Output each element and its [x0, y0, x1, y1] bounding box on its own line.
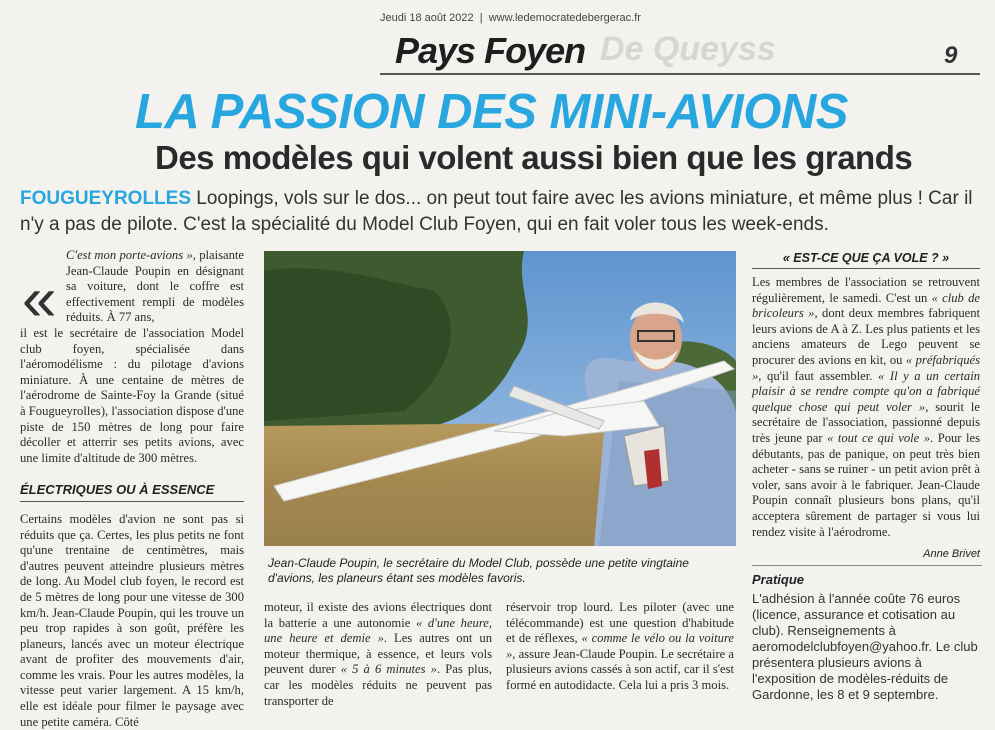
masthead-separator: |: [479, 12, 483, 24]
sidebar-rule: [752, 268, 980, 269]
byline: Anne Brivet: [923, 548, 980, 561]
col2-quote-1: « d'une heure, une heure et demie »: [264, 615, 493, 646]
website-url[interactable]: www.ledemocratedebergerac.fr: [488, 12, 641, 24]
col3-quote-1: « comme le vélo ou la voiture »: [506, 631, 734, 661]
headline: LA PASSION DES MINI-AVIONS: [135, 85, 848, 139]
pratique-title: Pratique: [752, 572, 805, 587]
ghost-next-page-text: De Queyss: [600, 30, 776, 68]
photo-caption: Jean-Claude Poupin, le secrétaire du Model Club, possède une petite vingtaine d'avions, les planeurs étant ses modèles favoris.: [268, 556, 689, 585]
col2-text-3: . Pas plus, car les modèles réduits ne peuvent pas transporter de: [264, 662, 492, 708]
sidebar-quote-2: « préfabriqués »: [752, 352, 980, 383]
opening-quote: C'est mon porte-avions »: [66, 248, 193, 262]
pratique-box: [752, 565, 982, 706]
sidebar-text-5: . Pour les débutants, pas de panique, on peut très bien acheter - sans se ruiner - un petit avion prêt à voler, sans avoir à le fabriquer. Jean-Claude Poupin connaît plusieurs bons plans, qu'il acceptera sûrement de partager si vous lui rendez visite à l'aérodrome.: [752, 430, 980, 539]
sidebar: [752, 251, 980, 560]
photo-glider-man: [264, 251, 736, 546]
page-number: 9: [944, 42, 958, 69]
col2-quote-2: « 5 à 6 minutes »: [340, 662, 437, 677]
sidebar-quote-4: « tout ce qui vole »: [827, 430, 931, 445]
sidebar-title: « EST-CE QUE ÇA VOLE ? »: [782, 251, 950, 265]
lead-paragraph: [20, 186, 980, 238]
quote-mark-icon: «: [22, 265, 57, 334]
col2-text-1: moteur, il existe des avions électriques dont la batterie a une autonomie: [264, 600, 492, 630]
pratique-text: L'adhésion à l'année coûte 76 euros (licence, assurance et cotisation au club). Renseignements à aeromodelclubfoyen@yahoo.fr. Le club présentera plusieurs avions à l'exposition de modèles-réduits de Gardonne, les 8 et 9 septembre.: [752, 591, 978, 702]
sidebar-quote-1: « club de bricoleurs »: [752, 290, 980, 321]
section-rule: [380, 73, 980, 75]
column-1-intro: [66, 248, 244, 326]
sidebar-text: [752, 275, 980, 540]
subtitle-rule: [20, 501, 244, 502]
column-2: [264, 600, 492, 709]
col2-text-2: . Les autres ont un moteur thermique, à essence, et leurs vols peuvent durer: [264, 631, 492, 677]
subtitle-electriques: ÉLECTRIQUES OU À ESSENCE: [20, 482, 215, 498]
sidebar-text-1: Les membres de l'association se retrouvent régulièrement, le samedi. C'est un: [752, 275, 980, 305]
sidebar-text-2: , dont deux membres fabriquent leurs avions de A à Z. Les plus patients et les anciens amateurs de Lego peuvent se procurer des avions en kit, ou: [752, 306, 980, 367]
intro-continued: il est le secrétaire de l'association Model club foyen, spécialisée dans l'aéromodélisme : du pilotage d'avions miniature. À une centaine de mètres de l'aérodrome de Sainte-Foy la Grande (situé à Fougueyrolles), l'association dispose d'une piste de 150 mètres de long pour faire décoller et atterrir ses petits avions, avec une limite d'altitude de 300 mètres.: [20, 326, 244, 465]
article-photo: [264, 251, 736, 546]
masthead: [380, 12, 641, 24]
column-3: [506, 600, 734, 694]
col3-text-1: réservoir trop lourd. Les piloter (avec une télécommande) est une question d'habitude et de réflexes,: [506, 600, 734, 646]
subheadline: Des modèles qui volent aussi bien que les grands: [155, 139, 913, 176]
dateline-city: FOUGUEYROLLES: [20, 188, 192, 209]
paragraph-electriques: Certains modèles d'avion ne sont pas si réduits que ça. Certes, les plus petits ne font qu'une trentaine de centimètres, mais d'autres peuvent atteindre plusieurs mètres de long. Au Model club foyen, le record est de 5 mètres de long pour une vitesse de 300 km/h. Jean-Claude Poupin, qui les trouve un peu trop rapides à son goût, préfère les planeurs, lancés avec un moteur électrique avant de profiter des mouvements d'air, comme les vrais. Pour les autres modèles, la vitesse peut varier largement. A 15 km/h, elle est idéale pour filmer le paysage avec une petite caméra. Côté: [20, 511, 244, 729]
sidebar-text-4: , sourit le secrétaire de l'association, passionné depuis très jeune par: [752, 399, 980, 445]
column-1-body: [20, 326, 244, 730]
issue-date: Jeudi 18 août 2022: [380, 12, 474, 24]
sidebar-text-3: , qu'il faut assembler.: [758, 368, 873, 383]
col3-text-2: , assure Jean-Claude Poupin. Le secrétaire a plusieurs avions cassés à son actif, car il s'est formé en autodidacte. Cela lui a pris 3 mois.: [506, 646, 734, 692]
sidebar-quote-3: « Il y a un certain plaisir à se rendre compte qu'on a fabriqué quelque chose qui peut voler »: [752, 368, 981, 414]
lead-text: Loopings, vols sur le dos... on peut tout faire avec les avions miniature, et même plus ! Car il n'y a pas de pilote. C'est la spécialité du Model Club Foyen, qui en fait voler tous les week-ends.: [20, 188, 973, 235]
intro-text: , plaisante Jean-Claude Poupin en désignant sa voiture, dont le coffre est effectivement rempli de modèles réduits. À 77 ans,: [66, 248, 244, 325]
section-title: Pays Foyen: [395, 30, 586, 71]
